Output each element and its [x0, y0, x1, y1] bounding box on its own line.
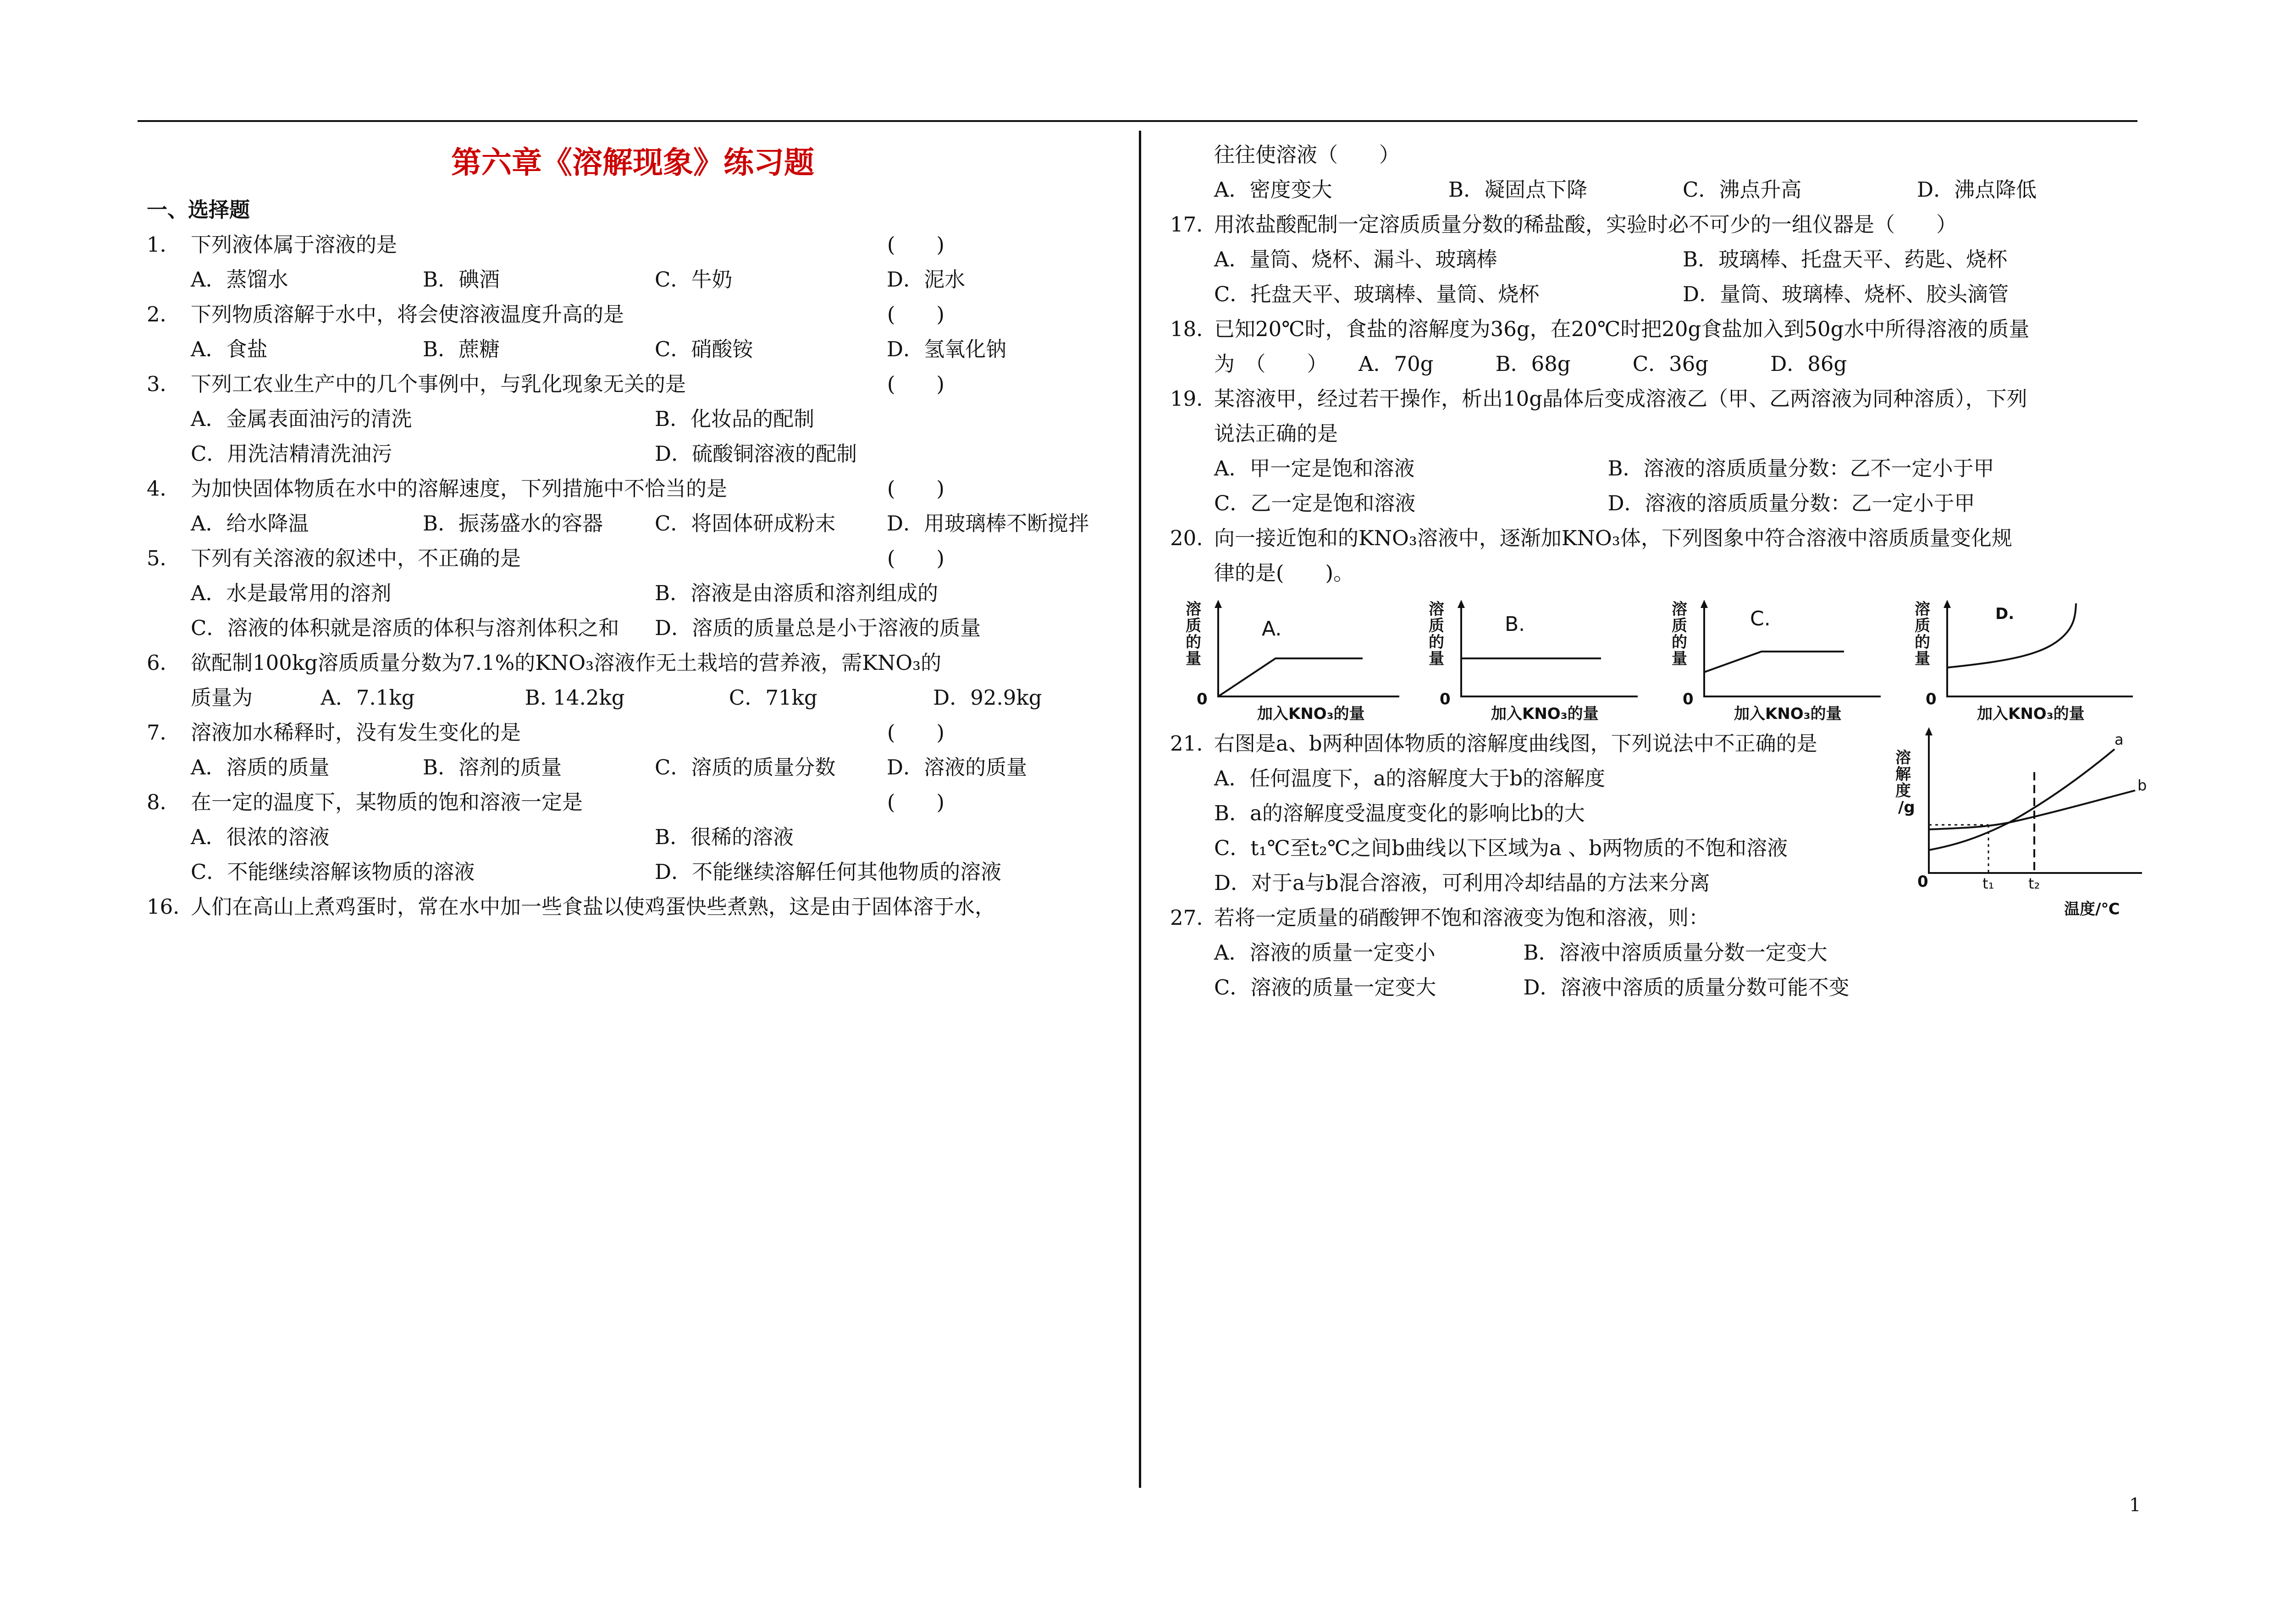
- option: A．蒸馏水: [191, 267, 288, 292]
- option: C．沸点升高: [1683, 177, 1802, 202]
- y-axis-label-char: 度: [1895, 782, 1911, 800]
- question-stem: 欲配制100kg溶质质量分数为7.1%的KNO₃溶液作无土栽培的营养液，需KNO₃的: [191, 651, 942, 675]
- option: A．食盐: [191, 337, 268, 361]
- y-axis-label-char: 溶: [1672, 600, 1687, 619]
- question-stem: 向一接近饱和的KNO₃溶液中，逐渐加KNO₃体，下列图象中符合溶液中溶质质量变化规: [1214, 526, 2012, 550]
- options: [147, 680, 1119, 715]
- options: [147, 262, 1119, 297]
- option: B．很稀的溶液: [655, 825, 794, 849]
- options: [147, 611, 1119, 646]
- question-number: 17．: [1170, 212, 1217, 237]
- right-column: [1170, 138, 2151, 1005]
- option: C．t₁℃至t₂℃之间b曲线以下区域为a 、b两物质的不饱和溶液: [1214, 836, 1788, 860]
- option: C．溶质的质量分数: [655, 755, 836, 779]
- question-number: 27.: [1170, 906, 1203, 930]
- option: A．量筒、烧杯、漏斗、玻璃棒: [1214, 247, 1497, 271]
- graph-letter: C.: [1750, 607, 1771, 630]
- question-stem-continued: 律的是( )。: [1214, 561, 1354, 585]
- option: A．溶液的质量一定变小: [1214, 940, 1436, 965]
- top-rule: [138, 120, 2137, 122]
- question-number: 4．: [147, 476, 181, 501]
- options: [147, 332, 1119, 367]
- question-stem: 若将一定质量的硝酸钾不饱和溶液变为饱和溶液，则：: [1214, 906, 1710, 930]
- question-stem: 已知20℃时，食盐的溶解度为36g，在20℃时把20g食盐加入到50g水中所得溶液的质量: [1214, 317, 2030, 341]
- question-stem: 下列液体属于溶液的是: [191, 232, 398, 257]
- option: B．a的溶解度受温度变化的影响比b的大: [1214, 801, 1585, 825]
- option: C．硝酸铵: [655, 337, 753, 361]
- kno3-graph-options: [1170, 599, 2151, 723]
- question-number: 21.: [1170, 731, 1203, 756]
- origin-label: 0: [1683, 690, 1694, 708]
- y-axis-label-char: 溶: [1186, 600, 1201, 619]
- options: [147, 436, 1119, 471]
- question-number: 7．: [147, 720, 181, 745]
- graph-d: [1913, 599, 2142, 723]
- option: A．水是最常用的溶剂: [191, 581, 392, 605]
- y-axis-label-char: 溶: [1429, 600, 1444, 619]
- option: B．溶液的溶质质量分数：乙不一定小于甲: [1607, 456, 1994, 481]
- option: B．溶液是由溶质和溶剂组成的: [655, 581, 939, 605]
- question-stem: 右图是a、b两种固体物质的溶解度曲线图，下列说法中不正确的是: [1214, 731, 1817, 756]
- y-axis-arrow: [1701, 600, 1708, 608]
- question-18: [1170, 312, 2151, 347]
- options: [1170, 172, 2151, 207]
- question-number: 19．: [1170, 387, 1217, 411]
- y-axis-label-char: 量: [1672, 650, 1687, 668]
- graph-b: [1427, 599, 1647, 723]
- option: D．用玻璃棒不断搅拌: [887, 511, 1089, 536]
- y-axis-label-char: 质: [1672, 617, 1687, 635]
- graph-letter: D.: [1995, 605, 2015, 623]
- question-5: [147, 541, 1119, 576]
- option: B．溶剂的质量: [423, 755, 562, 779]
- y-axis-label-char: 的: [1672, 633, 1687, 652]
- y-axis-label-char: 溶: [1895, 749, 1911, 767]
- option: A．任何温度下，a的溶解度大于b的溶解度: [1214, 766, 1606, 790]
- option: C．乙一定是饱和溶液: [1214, 491, 1416, 515]
- option: A．很浓的溶液: [191, 825, 330, 849]
- question-stem: 下列工农业生产中的几个事例中，与乳化现象无关的是: [191, 372, 686, 396]
- question-20: [1170, 521, 2151, 556]
- option: B．碘酒: [423, 267, 500, 292]
- y-axis-label-char: 溶: [1915, 600, 1930, 619]
- option: D．溶质的质量总是小于溶液的质量: [655, 616, 981, 640]
- origin-label: 0: [1197, 690, 1208, 708]
- options: [147, 576, 1119, 611]
- graph-letter: A.: [1262, 617, 1282, 641]
- y-axis-label-char: 的: [1429, 633, 1444, 652]
- answer-bracket: ( ): [887, 232, 944, 257]
- y-axis-arrow: [1215, 600, 1222, 608]
- question-stem: 人们在高山上煮鸡蛋时，常在水中加一些食盐以使鸡蛋快些煮熟，这是由于固体溶于水，: [191, 895, 996, 919]
- option: D．92.9kg: [933, 685, 1042, 710]
- option: D．量筒、玻璃棒、烧杯、胶头滴管: [1683, 282, 2009, 306]
- question-stem: 某溶液甲，经过若干操作，析出10g晶体后变成溶液乙（甲、乙两溶液为同种溶质），下列: [1214, 387, 2027, 411]
- y-axis-label-char: 的: [1186, 633, 1201, 652]
- question-number: 2．: [147, 302, 181, 326]
- option: C．牛奶: [655, 267, 733, 292]
- question-21: [1170, 726, 1885, 761]
- y-axis-label-char: 解: [1895, 765, 1911, 784]
- options: [147, 402, 1119, 436]
- question-stem: 溶液加水稀释时，没有发生变化的是: [191, 720, 521, 745]
- answer-bracket: ( ): [887, 476, 944, 501]
- option: A．7.1kg: [320, 685, 415, 710]
- options: [1170, 970, 2151, 1005]
- origin-label: 0: [1926, 690, 1937, 708]
- question-number: 18．: [1170, 317, 1217, 341]
- option: C．溶液的质量一定变大: [1214, 975, 1436, 1000]
- options: [147, 820, 1119, 855]
- question-number: 8．: [147, 790, 181, 814]
- page-title: 第六章《溶解现象》练习题: [451, 144, 814, 180]
- question-number: 20.: [1170, 526, 1203, 550]
- graph-c: [1670, 599, 1890, 723]
- option: C．将固体研成粉末: [655, 511, 836, 536]
- option: A．甲一定是饱和溶液: [1214, 456, 1415, 481]
- graph-a: [1184, 599, 1404, 723]
- y-axis-label-char: 质: [1186, 617, 1201, 635]
- question-1: [147, 227, 1119, 262]
- option: D．泥水: [887, 267, 966, 292]
- column-divider: [1139, 131, 1141, 1488]
- option: B．化妆品的配制: [655, 407, 815, 431]
- answer-bracket: ( ): [887, 372, 944, 396]
- origin-label: 0: [1440, 690, 1451, 708]
- y-axis-arrow: [1925, 727, 1933, 735]
- question-19: [1170, 381, 2151, 416]
- question-stem: 下列物质溶解于水中，将会使溶液温度升高的是: [191, 302, 624, 326]
- graph-curve: [1218, 658, 1363, 696]
- solubility-curve-figure: [1894, 726, 2151, 923]
- option: C．用洗洁精清洗油污: [191, 442, 392, 466]
- options: [147, 750, 1119, 785]
- option: B．玻璃棒、托盘天平、药匙、烧杯: [1683, 247, 2008, 271]
- section-heading: 一、选择题: [147, 198, 250, 222]
- answer-bracket: ( ): [887, 720, 944, 745]
- option: A．给水降温: [191, 511, 309, 536]
- question-17: [1170, 207, 2151, 242]
- y-axis-label-char: 质: [1915, 617, 1930, 635]
- options: [147, 506, 1119, 541]
- question-number: 5．: [147, 546, 181, 570]
- option: D．硫酸铜溶液的配制: [655, 442, 857, 466]
- question-6: [147, 646, 1119, 680]
- question-stem: 用浓盐酸配制一定溶质质量分数的稀盐酸，实验时必不可少的一组仪器是（ ）: [1214, 212, 1957, 237]
- question-stem: 下列有关溶液的叙述中，不正确的是: [191, 546, 521, 570]
- question-stem-continued: 往往使溶液（ ）: [1214, 143, 1400, 167]
- y-axis-label-char: /g: [1898, 798, 1915, 817]
- question-number: 3．: [147, 372, 181, 396]
- option: A．溶质的质量: [191, 755, 330, 779]
- question-number: 1．: [147, 232, 181, 257]
- t2-label: t₂: [2028, 875, 2040, 892]
- y-axis-arrow: [1944, 600, 1951, 608]
- y-axis-arrow: [1458, 600, 1465, 608]
- options: [1170, 277, 2151, 312]
- t1-label: t₁: [1982, 875, 1994, 892]
- y-axis-label-char: 量: [1186, 650, 1201, 668]
- option: A．密度变大: [1214, 177, 1332, 202]
- y-axis-label-char: 质: [1429, 617, 1444, 635]
- question-16: [147, 889, 1119, 924]
- option: D．溶液的溶质质量分数：乙一定小于甲: [1607, 491, 1975, 515]
- option: C．溶液的体积就是溶质的体积与溶剂体积之和: [191, 616, 619, 640]
- curve-b-label: b: [2137, 777, 2147, 794]
- x-axis-label: 加入KNO₃的量: [1734, 705, 1842, 723]
- option: D．不能继续溶解任何其他物质的溶液: [655, 860, 1002, 884]
- question-stem: 在一定的温度下，某物质的饱和溶液一定是: [191, 790, 583, 814]
- answer-bracket: ( ): [887, 546, 944, 570]
- question-stem-continued: 说法正确的是: [1214, 421, 1338, 446]
- page-number: 1: [2129, 1495, 2141, 1516]
- curve-a-label: a: [2115, 731, 2124, 748]
- left-column: [147, 138, 1119, 924]
- y-axis-label-char: 的: [1915, 633, 1930, 652]
- question-7: [147, 715, 1119, 750]
- option: B. 14.2kg: [525, 685, 625, 710]
- option: B．振荡盛水的容器: [423, 511, 603, 536]
- option: D．氢氧化钠: [887, 337, 1007, 361]
- option: C．托盘天平、玻璃棒、量筒、烧杯: [1214, 282, 1540, 306]
- options: [1170, 242, 2151, 277]
- x-axis-label: 加入KNO₃的量: [1491, 705, 1599, 723]
- option: D．沸点降低: [1917, 177, 2037, 202]
- y-axis-label-char: 量: [1429, 650, 1444, 668]
- y-axis-label-char: 量: [1915, 650, 1930, 668]
- answer-bracket: ( ): [887, 302, 944, 326]
- x-axis-label: 加入KNO₃的量: [1257, 705, 1365, 723]
- question-2: [147, 297, 1119, 332]
- option: C．不能继续溶解该物质的溶液: [191, 860, 475, 884]
- option: D．溶液中溶质的质量分数可能不变: [1523, 975, 1850, 1000]
- question-stem: 为加快固体物质在水中的溶解速度，下列措施中不恰当的是: [191, 476, 728, 501]
- option: D．对于a与b混合溶液，可利用冷却结晶的方法来分离: [1214, 871, 1710, 895]
- options: [1170, 486, 2151, 521]
- option: D．溶液的质量: [887, 755, 1027, 779]
- question-stem-continued: 为 （ ） A．70g B．68g C．36g D．86g: [1214, 352, 1847, 376]
- option: B．蔗糖: [423, 337, 500, 361]
- options: [1170, 451, 2151, 486]
- question-4: [147, 471, 1119, 506]
- question-8: [147, 785, 1119, 820]
- options: [147, 855, 1119, 889]
- question-stem-continued: 质量为: [191, 685, 253, 710]
- origin-label: 0: [1917, 873, 1928, 891]
- question-number: 16．: [147, 895, 194, 919]
- option: A．金属表面油污的清洗: [191, 407, 412, 431]
- option: C．71kg: [729, 685, 817, 710]
- options: [1170, 935, 2151, 970]
- curve-a: [1929, 749, 2115, 850]
- option: B．凝固点下降: [1448, 177, 1588, 202]
- x-axis-label: 加入KNO₃的量: [1977, 705, 2085, 723]
- graph-letter: B.: [1505, 613, 1525, 636]
- question-3: [147, 367, 1119, 402]
- graph-curve: [1704, 652, 1844, 672]
- x-axis-label: 温度/℃: [2064, 900, 2120, 918]
- question-number: 6．: [147, 651, 181, 675]
- option: B．溶液中溶质质量分数一定变大: [1523, 940, 1828, 965]
- answer-bracket: ( ): [887, 790, 944, 814]
